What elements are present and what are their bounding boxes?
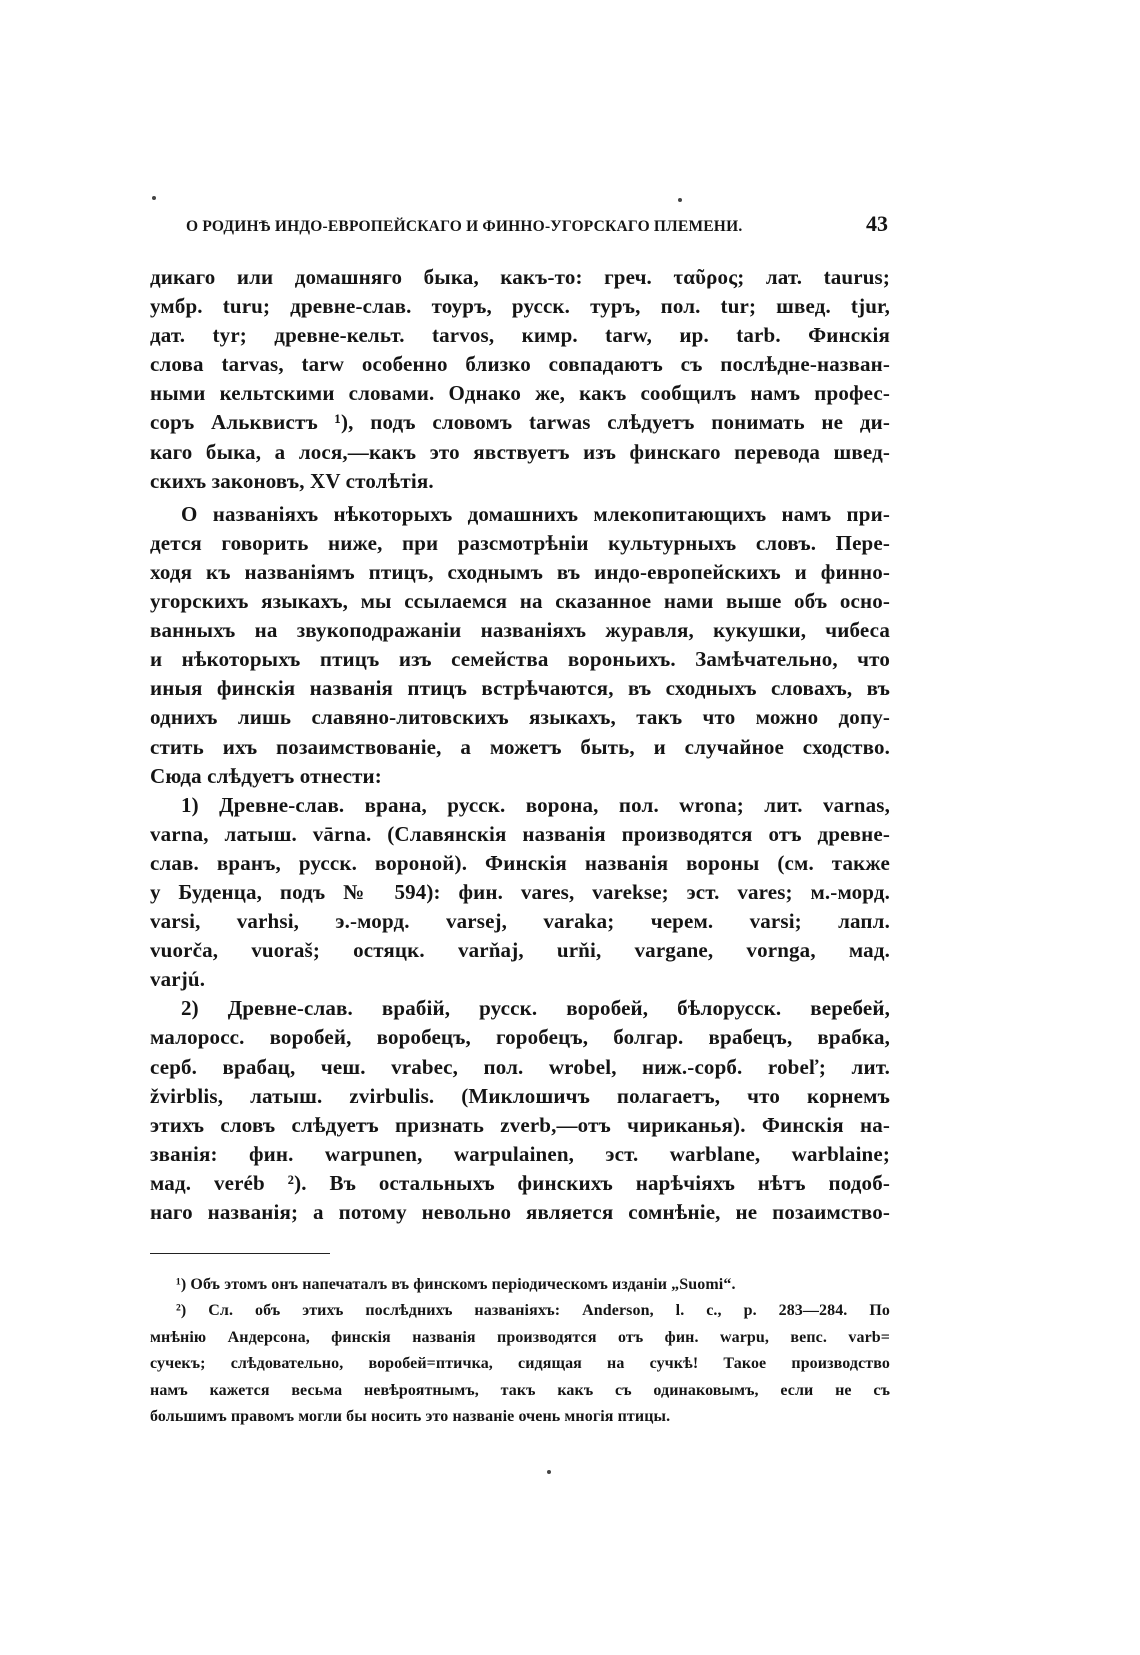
text-line: дется говорить ниже, при разсмотрѣніи культурныхъ словъ. Пере- xyxy=(150,530,890,555)
text-line: угорскихъ языкахъ, мы ссылаемся на сказанное нами выше объ осно- xyxy=(150,589,890,614)
text-line: слав. вранъ, русск. вороной). Финскія названія вороны (см. также xyxy=(150,850,890,875)
text-line: 2) Древне-слав. врабій, русск. воробей, бѣлорусск. веребей, xyxy=(181,996,890,1021)
running-title: О РОДИНѢ ИНДО-ЕВРОПЕЙСКАГО И ФИННО-УГОРСКАГО ПЛЕМЕНИ. xyxy=(186,218,743,235)
text-line: ванныхъ на звукоподражаніи названіяхъ журавля, кукушки, чибеса xyxy=(150,618,890,643)
footnotes xyxy=(150,1272,890,1430)
text-line: малоросс. воробей, воробецъ, горобецъ, болгар. врабецъ, врабка, xyxy=(150,1025,890,1050)
text-line: стить ихъ позаимствованіе, а можетъ быть, и случайное сходство. xyxy=(150,734,890,759)
text-line: каго быка, а лося,—какъ это явствуетъ изъ финскаго перевода швед- xyxy=(150,439,890,464)
text-line: у Буденца, подъ № 594): фин. vares, varekse; эст. vares; м.-морд. xyxy=(150,879,890,904)
print-speck xyxy=(152,196,156,200)
text-line: žvirblis, латыш. zvirbulis. (Миклошичъ полагаетъ, что корнемъ xyxy=(150,1083,890,1108)
text-line: этихъ словъ слѣдуетъ признать zverb,—отъ чириканья). Финскія на- xyxy=(150,1112,890,1137)
footnote-line: сучекъ; слѣдовательно, воробей=птичка, сидящая на сучкѣ! Такое производство xyxy=(150,1355,890,1373)
print-speck xyxy=(678,198,682,202)
print-speck xyxy=(547,1470,551,1474)
footnote-line: намъ кажется весьма невѣроятнымъ, такъ какъ съ одинаковымъ, если не съ xyxy=(150,1381,890,1399)
page-header xyxy=(150,211,890,244)
page-number: 43 xyxy=(866,211,888,236)
text-line: varsi, varhsi, э.-морд. varsej, varaka; черем. varsi; лапл. xyxy=(150,909,890,934)
text-line: О названіяхъ нѣкоторыхъ домашнихъ млекопитающихъ намъ при- xyxy=(181,501,890,526)
text-line: vuorča, vuoraš; остяцк. varňaj, urňi, vargane, vornga, мад. xyxy=(150,938,890,963)
footnote-line: ²) Сл. объ этихъ послѣднихъ названіяхъ: Anderson, l. c., p. 283—284. По xyxy=(176,1302,890,1320)
text-line: дат. tyr; древне-кельт. tarvos, кимр. tarw, ир. tarb. Финскія xyxy=(150,323,890,348)
body-text xyxy=(150,263,890,1227)
text-line: наго названія; а потому невольно является сомнѣніе, не позаимство- xyxy=(150,1200,890,1224)
footnote-line: мнѣнію Андерсона, финскія названія производятся отъ фин. warpu, вепс. varb= xyxy=(150,1328,890,1346)
text-line: мад. veréb ²). Въ остальныхъ финскихъ нарѣчіяхъ нѣтъ подоб- xyxy=(150,1170,890,1195)
text-line: дикаго или домашняго быка, какъ-то: греч. ταῦρος; лат. taurus; xyxy=(150,265,890,289)
footnote-line: ¹) Объ этомъ онъ напечаталъ въ финскомъ періодическомъ изданіи „Suomi“. xyxy=(176,1276,736,1293)
text-line: и нѣкоторыхъ птицъ изъ семейства вороньихъ. Замѣчательно, что xyxy=(150,647,890,672)
text-line: varna, латыш. vārna. (Славянскія названія производятся отъ древне- xyxy=(150,821,890,846)
text-line: соръ Альквистъ ¹), подъ словомъ tarwas слѣдуетъ понимать не ди- xyxy=(150,410,890,435)
text-line: ными кельтскими словами. Однако же, какъ сообщилъ намъ профес- xyxy=(150,381,890,406)
text-line: скихъ законовъ, XV столѣтія. xyxy=(150,468,434,493)
text-line: иныя финскія названія птицъ встрѣчаются, въ сходныхъ словахъ, въ xyxy=(150,676,890,701)
text-line: слова tarvas, tarw особенно близко совпадаютъ съ послѣдне-назван- xyxy=(150,352,890,377)
text-line: серб. врабац, чеш. vrabec, пол. wrobel, ниж.-сорб. robeľ; лит. xyxy=(150,1054,890,1079)
text-line: званія: фин. warpunen, warpulainen, эст. warblane, warblaine; xyxy=(150,1141,890,1166)
text-line: Сюда слѣдуетъ отнести: xyxy=(150,763,382,788)
footnote-line: большимъ правомъ могли бы носить это названіе очень многія птицы. xyxy=(150,1407,671,1425)
text-line: 1) Древне-слав. врана, русск. ворона, пол. wrona; лит. varnas, xyxy=(181,792,890,817)
text-line: varjú. xyxy=(150,967,206,992)
footnote-separator xyxy=(150,1253,330,1254)
text-line: ходя къ названіямъ птицъ, сходнымъ въ индо-европейскихъ и финно- xyxy=(150,559,890,584)
text-line: умбр. turu; древне-слав. тоуръ, русск. туръ, пол. tur; швед. tjur, xyxy=(150,294,890,319)
text-line: однихъ лишь славяно-литовскихъ языкахъ, такъ что можно допу- xyxy=(150,705,890,730)
